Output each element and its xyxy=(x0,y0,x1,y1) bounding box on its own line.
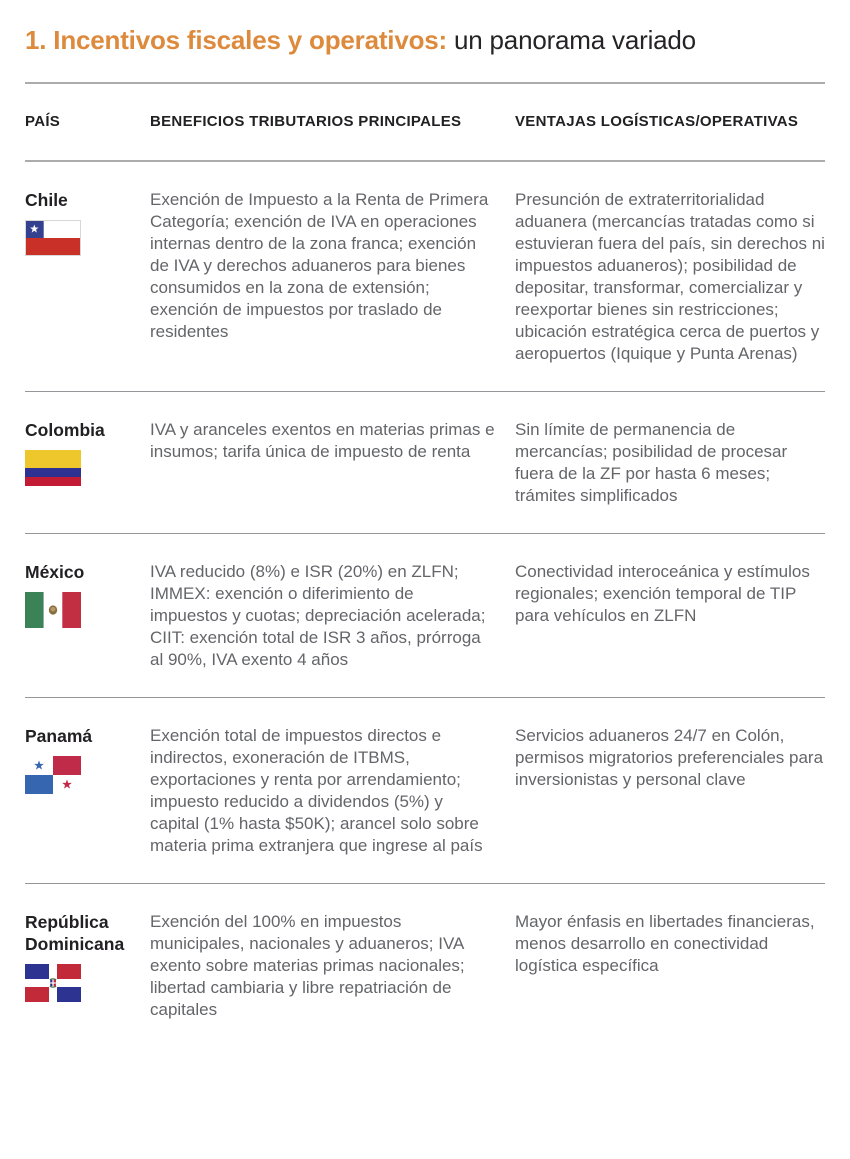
panama-flag-icon xyxy=(25,756,81,794)
dominican-republic-flag-icon xyxy=(25,964,81,1002)
country-cell xyxy=(25,419,130,507)
benefits-text: IVA y aranceles exentos en materias primas e insumos; tarifa única de impuesto de renta xyxy=(150,420,495,461)
page-title-highlight: 1. Incentivos fiscales y operativos: xyxy=(25,25,447,55)
country-name: México xyxy=(25,562,85,582)
table-header-row xyxy=(25,84,825,160)
advantages-text: Presunción de extraterritorialidad aduanera (mercancías tratadas como si estuvieran fuera del país, sin derechos ni impuestos aduaneros); posibilidad de depositar, transformar, comercializar y reexportar bienes sin restricciones; ubicación estratégica cerca de puertos y aeropuertos (Iquique y Punta Arenas) xyxy=(515,190,825,363)
country-name: Chile xyxy=(25,190,68,210)
advantages-text: Servicios aduaneros 24/7 en Colón, permisos migratorios preferenciales para inversionistas y personal clave xyxy=(515,726,824,789)
benefits-text: Exención total de impuestos directos e indirectos, exoneración de ITBMS, exportaciones y renta por arrendamiento; impuesto reducido a dividendos (5%) y capital (1% hasta $50K); arancel solo sobre materia prima extranjera que ingrese al país xyxy=(150,726,483,855)
table-row-mexico xyxy=(25,534,825,698)
country-name: República Dominicana xyxy=(25,912,125,954)
mexico-flag-icon xyxy=(25,592,81,628)
country-cell xyxy=(25,725,130,857)
country-cell xyxy=(25,189,130,365)
table-row-dominican-republic xyxy=(25,884,825,1047)
table-row-colombia xyxy=(25,392,825,534)
chile-flag-icon xyxy=(25,220,81,256)
benefits-text: Exención de Impuesto a la Renta de Primera Categoría; exención de IVA en operaciones internas dentro de la zona franca; exención de IVA y derechos aduaneros para bienes consumidos en la zona de extensión; exención de impuestos por traslado de residentes xyxy=(150,190,489,341)
page xyxy=(0,24,850,1047)
column-header-ventajas: VENTAJAS LOGÍSTICAS/OPERATIVAS xyxy=(515,113,799,130)
benefits-text: IVA reducido (8%) e ISR (20%) en ZLFN; IMMEX: exención o diferimiento de impuestos y cuotas; depreciación acelerada; CIIT: exención total de ISR 3 años, prórroga al 90%, IVA exento 4 años xyxy=(150,562,486,669)
advantages-text: Sin límite de permanencia de mercancías; posibilidad de procesar fuera de la ZF por hasta 6 meses; trámites simplificados xyxy=(515,420,788,505)
column-header-beneficios: BENEFICIOS TRIBUTARIOS PRINCIPALES xyxy=(150,113,462,130)
page-title xyxy=(25,24,825,57)
country-cell xyxy=(25,561,130,671)
table-row-panama xyxy=(25,698,825,884)
benefits-text: Exención del 100% en impuestos municipales, nacionales y aduaneros; IVA exento sobre materias primas nacionales; libertad cambiaria y libre repatriación de capitales xyxy=(150,912,465,1019)
advantages-text: Mayor énfasis en libertades financieras, menos desarrollo en conectividad logística específica xyxy=(515,912,815,975)
page-title-rest: un panorama variado xyxy=(446,25,696,55)
country-name: Panamá xyxy=(25,726,93,746)
column-header-pais: PAÍS xyxy=(25,113,61,130)
table-row-chile xyxy=(25,162,825,392)
colombia-flag-icon xyxy=(25,450,81,486)
country-name: Colombia xyxy=(25,420,105,440)
advantages-text: Conectividad interoceánica y estímulos regionales; exención temporal de TIP para vehículos en ZLFN xyxy=(515,562,810,625)
country-cell xyxy=(25,911,130,1021)
